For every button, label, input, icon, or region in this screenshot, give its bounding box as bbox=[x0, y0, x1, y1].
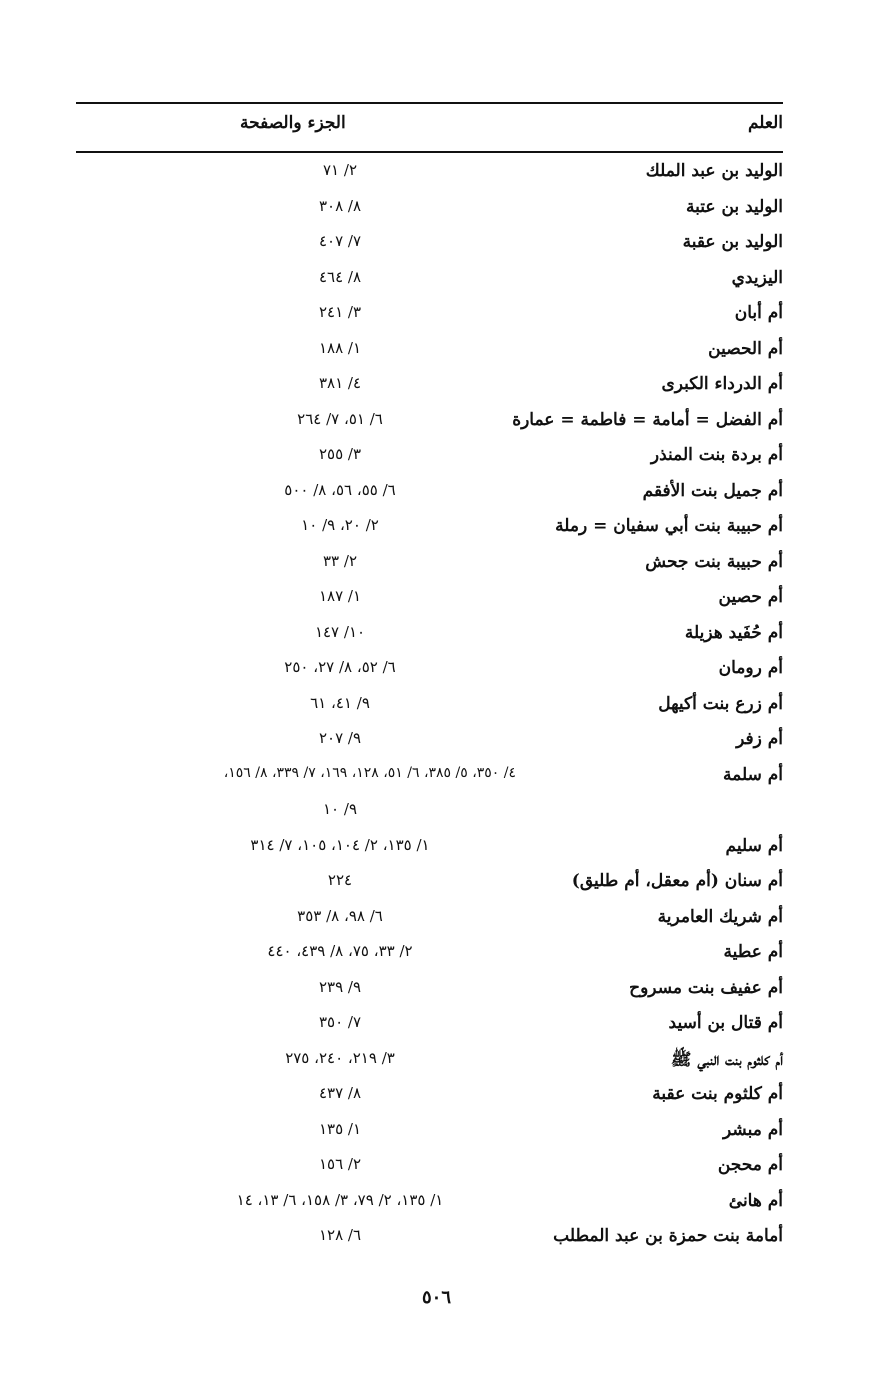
index-entry bbox=[0, 904, 873, 940]
index-entry bbox=[0, 691, 873, 727]
entry-name: أم عطية bbox=[723, 942, 783, 962]
entry-volume-page: ٢/ ٧١ bbox=[322, 161, 357, 179]
entry-name: أم قتال بن أسيد bbox=[668, 1013, 783, 1033]
index-entry bbox=[0, 975, 873, 1011]
entry-name: أم الدرداء الكبرى bbox=[661, 374, 783, 394]
index-list bbox=[0, 158, 873, 1259]
entry-name: أم كلثوم بنت عقبة bbox=[652, 1084, 783, 1104]
index-entry bbox=[0, 1188, 873, 1224]
entry-volume-page: ٤/ ٣٨١ bbox=[318, 374, 362, 392]
index-entry bbox=[0, 336, 873, 372]
entry-volume-page: ١٠/ ١٤٧ bbox=[314, 622, 366, 641]
entry-name: أم عفيف بنت مسروح bbox=[629, 977, 783, 998]
entry-name: أم أبان bbox=[734, 303, 783, 323]
entry-volume-page: ٩/ ١٠ bbox=[322, 800, 357, 818]
entry-volume-page: ١/ ١٨٨ bbox=[318, 338, 362, 357]
entry-volume-page: ٦/ ٥١، ٧/ ٢٦٤ bbox=[297, 409, 383, 428]
entry-volume-page: ٦/ ٥٥، ٥٦، ٨/ ٥٠٠ bbox=[284, 480, 396, 499]
index-entry bbox=[0, 229, 873, 265]
index-entry bbox=[0, 584, 873, 620]
entry-volume-page: ١/ ١٣٥، ٢/ ١٠٤، ١٠٥، ٧/ ٣١٤ bbox=[250, 835, 430, 854]
entry-volume-page: ٦/ ٩٨، ٨/ ٣٥٣ bbox=[297, 906, 383, 925]
entry-volume-page: ٢/ ١٥٦ bbox=[318, 1155, 362, 1173]
index-entry bbox=[0, 1010, 873, 1046]
entry-volume-page: ٨/ ٤٦٤ bbox=[318, 267, 362, 286]
entry-name: الوليد بن عقبة bbox=[682, 232, 783, 252]
entry-name: أم جميل بنت الأفقم bbox=[642, 480, 783, 501]
entry-volume-page: ٨/ ٣٠٨ bbox=[318, 196, 362, 215]
index-entry bbox=[0, 265, 873, 301]
index-entry bbox=[0, 1223, 873, 1259]
entry-volume-page: ٩/ ٢٣٩ bbox=[318, 977, 362, 996]
entry-volume-page: ٧/ ٣٥٠ bbox=[318, 1013, 362, 1031]
index-entry bbox=[0, 1117, 873, 1153]
entry-volume-page: ٧/ ٤٠٧ bbox=[318, 232, 362, 250]
column-header-volume-page: الجزء والصفحة bbox=[240, 113, 346, 133]
entry-volume-page: ٩/ ٢٠٧ bbox=[318, 729, 362, 747]
entry-volume-page: ٦/ ١٢٨ bbox=[318, 1226, 362, 1244]
entry-name: أم الحصين bbox=[708, 338, 783, 359]
index-entry bbox=[0, 762, 873, 798]
index-entry bbox=[0, 371, 873, 407]
index-entry bbox=[0, 549, 873, 585]
entry-volume-page: ٣/ ٢١٩، ٢٤٠، ٢٧٥ bbox=[285, 1048, 395, 1067]
entry-name: أم حبيبة بنت جحش bbox=[645, 551, 783, 572]
entry-name: أم شريك العامرية bbox=[657, 906, 783, 927]
index-entry bbox=[0, 726, 873, 762]
entry-name: أم محجن bbox=[717, 1155, 783, 1175]
entry-name: أم بردة بنت المنذر bbox=[650, 445, 783, 465]
entry-name: أم سليم bbox=[725, 835, 783, 856]
entry-volume-page: ١/ ١٣٥ bbox=[318, 1119, 362, 1138]
index-entry bbox=[0, 620, 873, 656]
entry-name: أم حُفَيد هزيلة bbox=[684, 622, 783, 643]
index-entry bbox=[0, 478, 873, 514]
entry-volume-page: ٤/ ٣٥٠، ٥/ ٣٨٥، ٦/ ٥١، ١٢٨، ١٦٩، ٧/ ٣٣٩، ٨/ ١٥٦، bbox=[223, 764, 516, 781]
entry-volume-page: ٨/ ٤٣٧ bbox=[318, 1084, 362, 1102]
index-entry bbox=[0, 833, 873, 869]
entry-volume-page: ١/ ١٣٥، ٢/ ٧٩، ٣/ ١٥٨، ٦/ ١٣، ١٤ bbox=[236, 1190, 444, 1209]
entry-name: أم حبيبة بنت أبي سفيان = رملة bbox=[555, 516, 783, 536]
entry-volume-page: ٢٢٤ bbox=[327, 871, 353, 889]
entry-name: أم كلثوم بنت النبي ﷺ bbox=[670, 1049, 783, 1070]
entry-name: أم رومان bbox=[718, 658, 783, 678]
index-entry bbox=[0, 1046, 873, 1082]
index-entry bbox=[0, 407, 873, 443]
index-entry bbox=[0, 868, 873, 904]
top-rule bbox=[76, 102, 783, 104]
index-entry bbox=[0, 194, 873, 230]
entry-name: الوليد بن عتبة bbox=[686, 196, 783, 217]
entry-name: أم حصين bbox=[718, 587, 783, 607]
entry-volume-page: ٦/ ٥٢، ٨/ ٢٧، ٢٥٠ bbox=[284, 658, 396, 676]
entry-volume-page: ١/ ١٨٧ bbox=[318, 587, 362, 605]
page-number: ٥٠٦ bbox=[421, 1287, 451, 1308]
entry-name: أم سنان (أم معقل، أم طليق) bbox=[571, 871, 783, 891]
index-entry bbox=[0, 442, 873, 478]
entry-volume-page: ٩/ ٤١، ٦١ bbox=[310, 693, 370, 712]
entry-name: أم زفر bbox=[736, 729, 783, 749]
entry-name: أم هانئ bbox=[728, 1190, 783, 1211]
entry-volume-page: ٢/ ٣٣ bbox=[322, 551, 357, 570]
index-entry bbox=[0, 939, 873, 975]
entry-volume-page: ٢/ ٢٠، ٩/ ١٠ bbox=[301, 516, 379, 534]
index-entry bbox=[0, 797, 873, 833]
entry-name: أم مبشر bbox=[723, 1119, 783, 1140]
index-entry bbox=[0, 1152, 873, 1188]
entry-volume-page: ٣/ ٢٤١ bbox=[318, 303, 362, 321]
entry-name: أمامة بنت حمزة بن عبد المطلب bbox=[553, 1226, 783, 1246]
column-header-name: العلم bbox=[747, 113, 783, 133]
index-entry bbox=[0, 158, 873, 194]
entry-name: اليزيدي bbox=[731, 267, 783, 288]
index-entry bbox=[0, 1081, 873, 1117]
entry-name: الوليد بن عبد الملك bbox=[645, 161, 783, 181]
entry-name: أم سلمة bbox=[723, 764, 783, 785]
index-entry bbox=[0, 513, 873, 549]
index-entry bbox=[0, 655, 873, 691]
entry-volume-page: ٢/ ٣٣، ٧٥، ٨/ ٤٣٩، ٤٤٠ bbox=[267, 942, 413, 960]
entry-name: أم زرع بنت أكيهل bbox=[658, 693, 783, 714]
header-rule bbox=[76, 151, 783, 153]
index-entry bbox=[0, 300, 873, 336]
entry-name: أم الفضل = أمامة = فاطمة = عمارة bbox=[512, 409, 783, 430]
entry-volume-page: ٣/ ٢٥٥ bbox=[318, 445, 362, 463]
